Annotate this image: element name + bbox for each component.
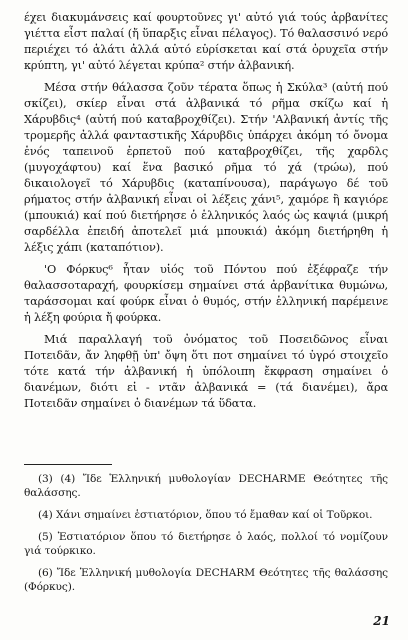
footnotes <box>24 472 388 602</box>
body-text <box>24 10 388 418</box>
footnote-divider <box>24 464 112 465</box>
paragraph-2: Μέσα στήν θάλασσα ζοῦν τέρατα ὅπως ἡ Σκύλα³ (αὐτή πού σκίζει), σκίερ εἶναι στά ἀλβανικά τό ρῆμα σκίζω καί ἡ Χάρυβδις⁴ (αὐτή πού καταβροχθίζει). Στήν 'Αλβανική ἀντίς τῆς τρομερῆς ἀλλά φανταστικῆς Χάρυβδις ὑπάρχει ἀκόμη τό ὄνομα ἑνός ταπεινοῦ ἑρπετοῦ πού καταβροχθίζει, τῆς χαρδλς (μυγοχάφτου) καί ἕνα βασικό ρῆμα τό χά (τρώω), πού δικαιολογεῖ τό Χάρυβδις (καταπίνουσα), παράγωγο δέ τοῦ ρήματος στήν ἀλβανική εἶναι οἱ λέξεις χάνι⁵, χαμόρε ἢ καγιόρε (μπουκιά) καί πού διετήρησε ὁ ἑλληνικός λαός ὡς καψιά (μικρή σαρδέλλα ἐπειδή ἀποτελεῖ μιά μπουκιά) ἀκόμη διετήρηθη ἡ λέξις χάπι (καταπότιον). <box>24 81 388 254</box>
footnote-5: (5) Ἑστιατόριον ὅπου τό διετήρησε ὁ λαός, πολλοί τό νομίζουν γιά τούρκικο. <box>24 531 388 557</box>
footnote-3-4: (3) (4) Ἴδε Ἑλληνική μυθολογίαν DECHARME Θεότητες τῆς θαλάσσης. <box>24 473 388 499</box>
paragraph-4: Μιά παραλλαγή τοῦ ὀνόματος τοῦ Ποσειδῶνος εἶναι Ποτειδᾶν, ἄν ληφθῇ ὑπ' ὄψη ὅτι ποτ σημαίνει τό ὑγρό στοιχεῖο τότε κατά τήν ἀλβανική ἡ ὑπόλοιπη ἔκφραση σημαίνει ὁ διανέμων, διότι εἰ - ντᾶν ἀλβανικά = (τά διανέμει), ἄρα Ποτειδᾶν σημαίνει ὁ διανέμων τά ὕδατα. <box>24 333 388 410</box>
page-number: 21 <box>373 614 390 628</box>
paragraph-3: 'Ο Φόρκυς⁶ ἦταν υἱός τοῦ Πόντου πού ἐξέφραζε τήν θαλασσοταραχή, φουρκίσεμ σημαίνει στά ἀρβανίτικα θυμώνω, ταράσσομαι καί φούρκ εἶναι ὁ θυμός, στήν ἑλληνική παρέμεινε ἡ λέξη φούρια ἤ φούρκα. <box>24 263 388 324</box>
paragraph-1: έχει διακυμάνσεις καί φουρτοῦνες γι' αὐτό γιά τούς ἀρβανίτες γιέττα εἶστ παλαί (ἤ ὕπαρξις εἶναι πέλαγος). Τό θαλασσινό νερό περιέχει τό ἁλάτι ἀλλά αὐτό εὑρίσκεται καί στά ὀρυχεῖα στήν κρύπτη, γι' αὐτό λέγεται κρύπα² στήν ἀλβανική. <box>24 11 388 72</box>
footnote-4: (4) Χάνι σημαίνει ἑστιατόριον, ὅπου τό ἔμαθαν καί οἱ Τοῦρκοι. <box>38 509 373 521</box>
footnote-6: (6) Ἴδε Ἑλληνική μυθολογία DECHARM Θεότητες τῆς θαλάσσης (Φόρκυς). <box>24 567 388 593</box>
